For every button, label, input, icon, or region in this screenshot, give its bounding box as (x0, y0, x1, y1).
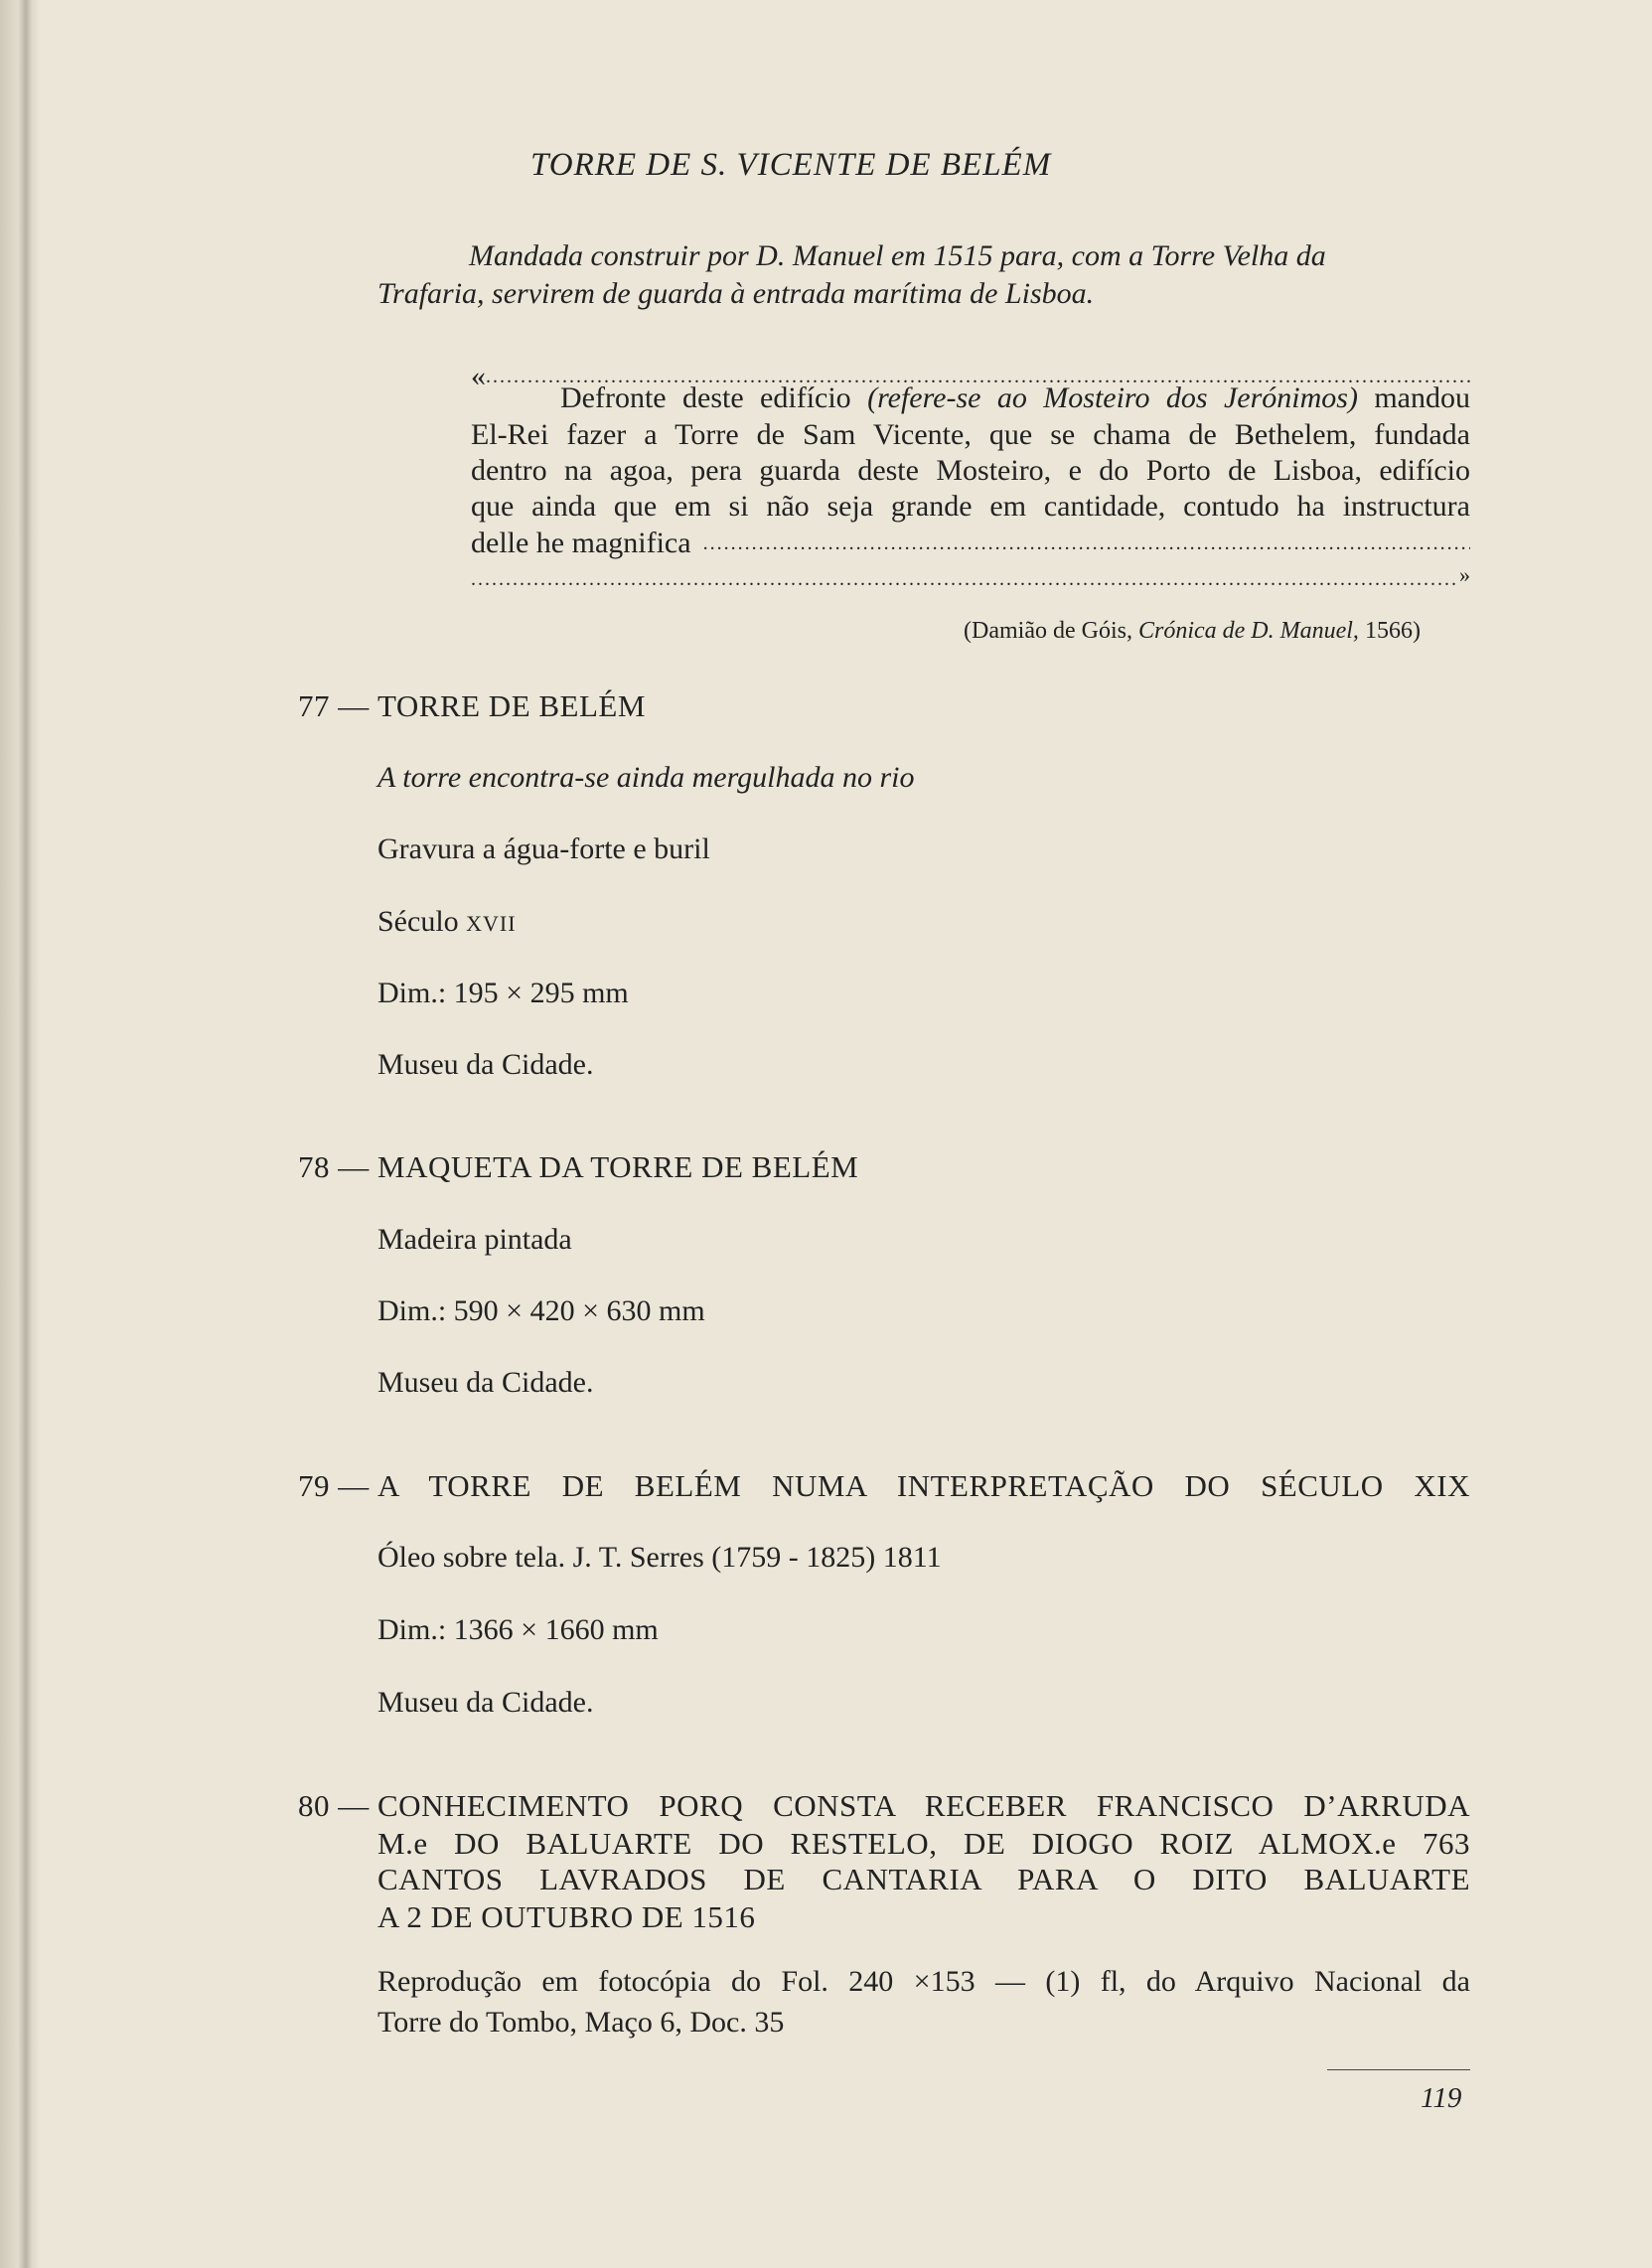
quote-line-4 (471, 490, 1470, 524)
entry-77-dimensions: Dim.: 195 × 295 mm (377, 977, 629, 1009)
entry-78-number: 78 — (298, 1149, 370, 1184)
entry-79-heading (377, 1468, 1470, 1504)
entry-78-dimensions: Dim.: 590 × 420 × 630 mm (377, 1294, 705, 1327)
page-number: 119 (1421, 2082, 1462, 2114)
quote-close-mark: » (1459, 562, 1470, 587)
quote-line-3 (471, 454, 1470, 488)
entry-79-museum: Museu da Cidade. (377, 1686, 594, 1719)
entry-80-heading-line-1-text: CONHECIMENTO PORQ CONSTA RECEBER FRANCISCO D’ARRUDA (377, 1788, 1470, 1823)
entry-77-heading: TORRE DE BELÉM (377, 688, 646, 723)
quote-line-1-text (560, 381, 1470, 415)
entry-77-italic-line: A torre encontra-se ainda mergulhada no rio (377, 761, 915, 794)
entry-80-heading-line-1 (377, 1788, 1470, 1824)
leader-dots (703, 532, 1470, 560)
quote-line-1-prefix: Defronte deste edifício (560, 381, 868, 414)
footer-rule (1327, 2069, 1470, 2070)
quote-closing-dots (471, 562, 1470, 591)
quote-open-mark: « (471, 360, 486, 392)
entry-79-medium: Óleo sobre tela. J. T. Serres (1759 - 1825) 1811 (377, 1541, 942, 1574)
century-value: XVII (466, 911, 517, 936)
leader-dots (471, 568, 1459, 591)
entry-77-century (377, 905, 517, 939)
entry-77-technique: Gravura a água-forte e buril (377, 832, 710, 865)
quote-line-2 (471, 418, 1470, 452)
entry-80-heading-line-2-text: M.e DO BALUARTE DO RESTELO, DE DIOGO ROIZ ALMOX.e 763 (377, 1826, 1470, 1861)
source-suffix: 1566) (1358, 618, 1421, 644)
intro-line-1: Mandada construir por D. Manuel em 1515 para, com a Torre Velha da (469, 239, 1326, 272)
entry-77-museum: Museu da Cidade. (377, 1048, 594, 1081)
source-italic: Crónica de D. Manuel, (1137, 618, 1359, 644)
entry-80-heading-line-3 (377, 1862, 1470, 1897)
quote-line-1-suffix: mandou (1357, 381, 1470, 414)
entry-80-body-line-2: Torre do Tombo, Maço 6, Doc. 35 (377, 2006, 785, 2039)
entry-78-material: Madeira pintada (377, 1223, 572, 1256)
entry-79-number: 79 — (298, 1468, 370, 1503)
intro-line-2: Trafaria, servirem de guarda à entrada marítima de Lisboa. (377, 277, 1095, 310)
entry-79-heading-text: A TORRE DE BELÉM NUMA INTERPRETAÇÃO DO SÉCULO XIX (377, 1468, 1470, 1503)
entry-77-number: 77 — (298, 688, 370, 723)
quote-line-1 (560, 381, 1470, 415)
quote-line-5 (471, 527, 1470, 560)
entry-80-number: 80 — (298, 1788, 370, 1823)
entry-80-body-line-1-text: Reprodução em fotocópia do Fol. 240 ×153 — (1) fl, do Arquivo Nacional da (377, 1965, 1470, 1998)
entry-80-heading-line-3-text: CANTOS LAVRADOS DE CANTARIA PARA O DITO BALUARTE (377, 1862, 1470, 1896)
century-label: Século (377, 905, 459, 938)
entry-80-heading-line-4: A 2 DE OUTUBRO DE 1516 (377, 1899, 756, 1934)
entry-78-heading: MAQUETA DA TORRE DE BELÉM (377, 1149, 859, 1184)
page-title: TORRE DE S. VICENTE DE BELÉM (530, 147, 1052, 183)
quote-line-5-text: delle he magnifica (471, 527, 691, 559)
source-prefix: (Damião de Góis, (964, 618, 1138, 644)
quote-line-1-italic: (refere-se ao Mosteiro dos Jerónimos) (867, 381, 1358, 414)
quote-line-4-text: que ainda que em si não seja grande em cantidade, contudo ha instructura (471, 490, 1470, 523)
entry-80-body-line-1 (377, 1965, 1470, 1999)
quote-line-3-text: dentro na agoa, pera guarda deste Mosteiro, e do Porto de Lisboa, edifício (471, 454, 1470, 487)
entry-79-dimensions: Dim.: 1366 × 1660 mm (377, 1613, 659, 1646)
entry-78-museum: Museu da Cidade. (377, 1366, 594, 1399)
quote-source (964, 618, 1421, 645)
quote-line-2-text: El-Rei fazer a Torre de Sam Vicente, que se chama de Bethelem, fundada (471, 418, 1470, 451)
entry-80-heading-line-2 (377, 1826, 1470, 1862)
